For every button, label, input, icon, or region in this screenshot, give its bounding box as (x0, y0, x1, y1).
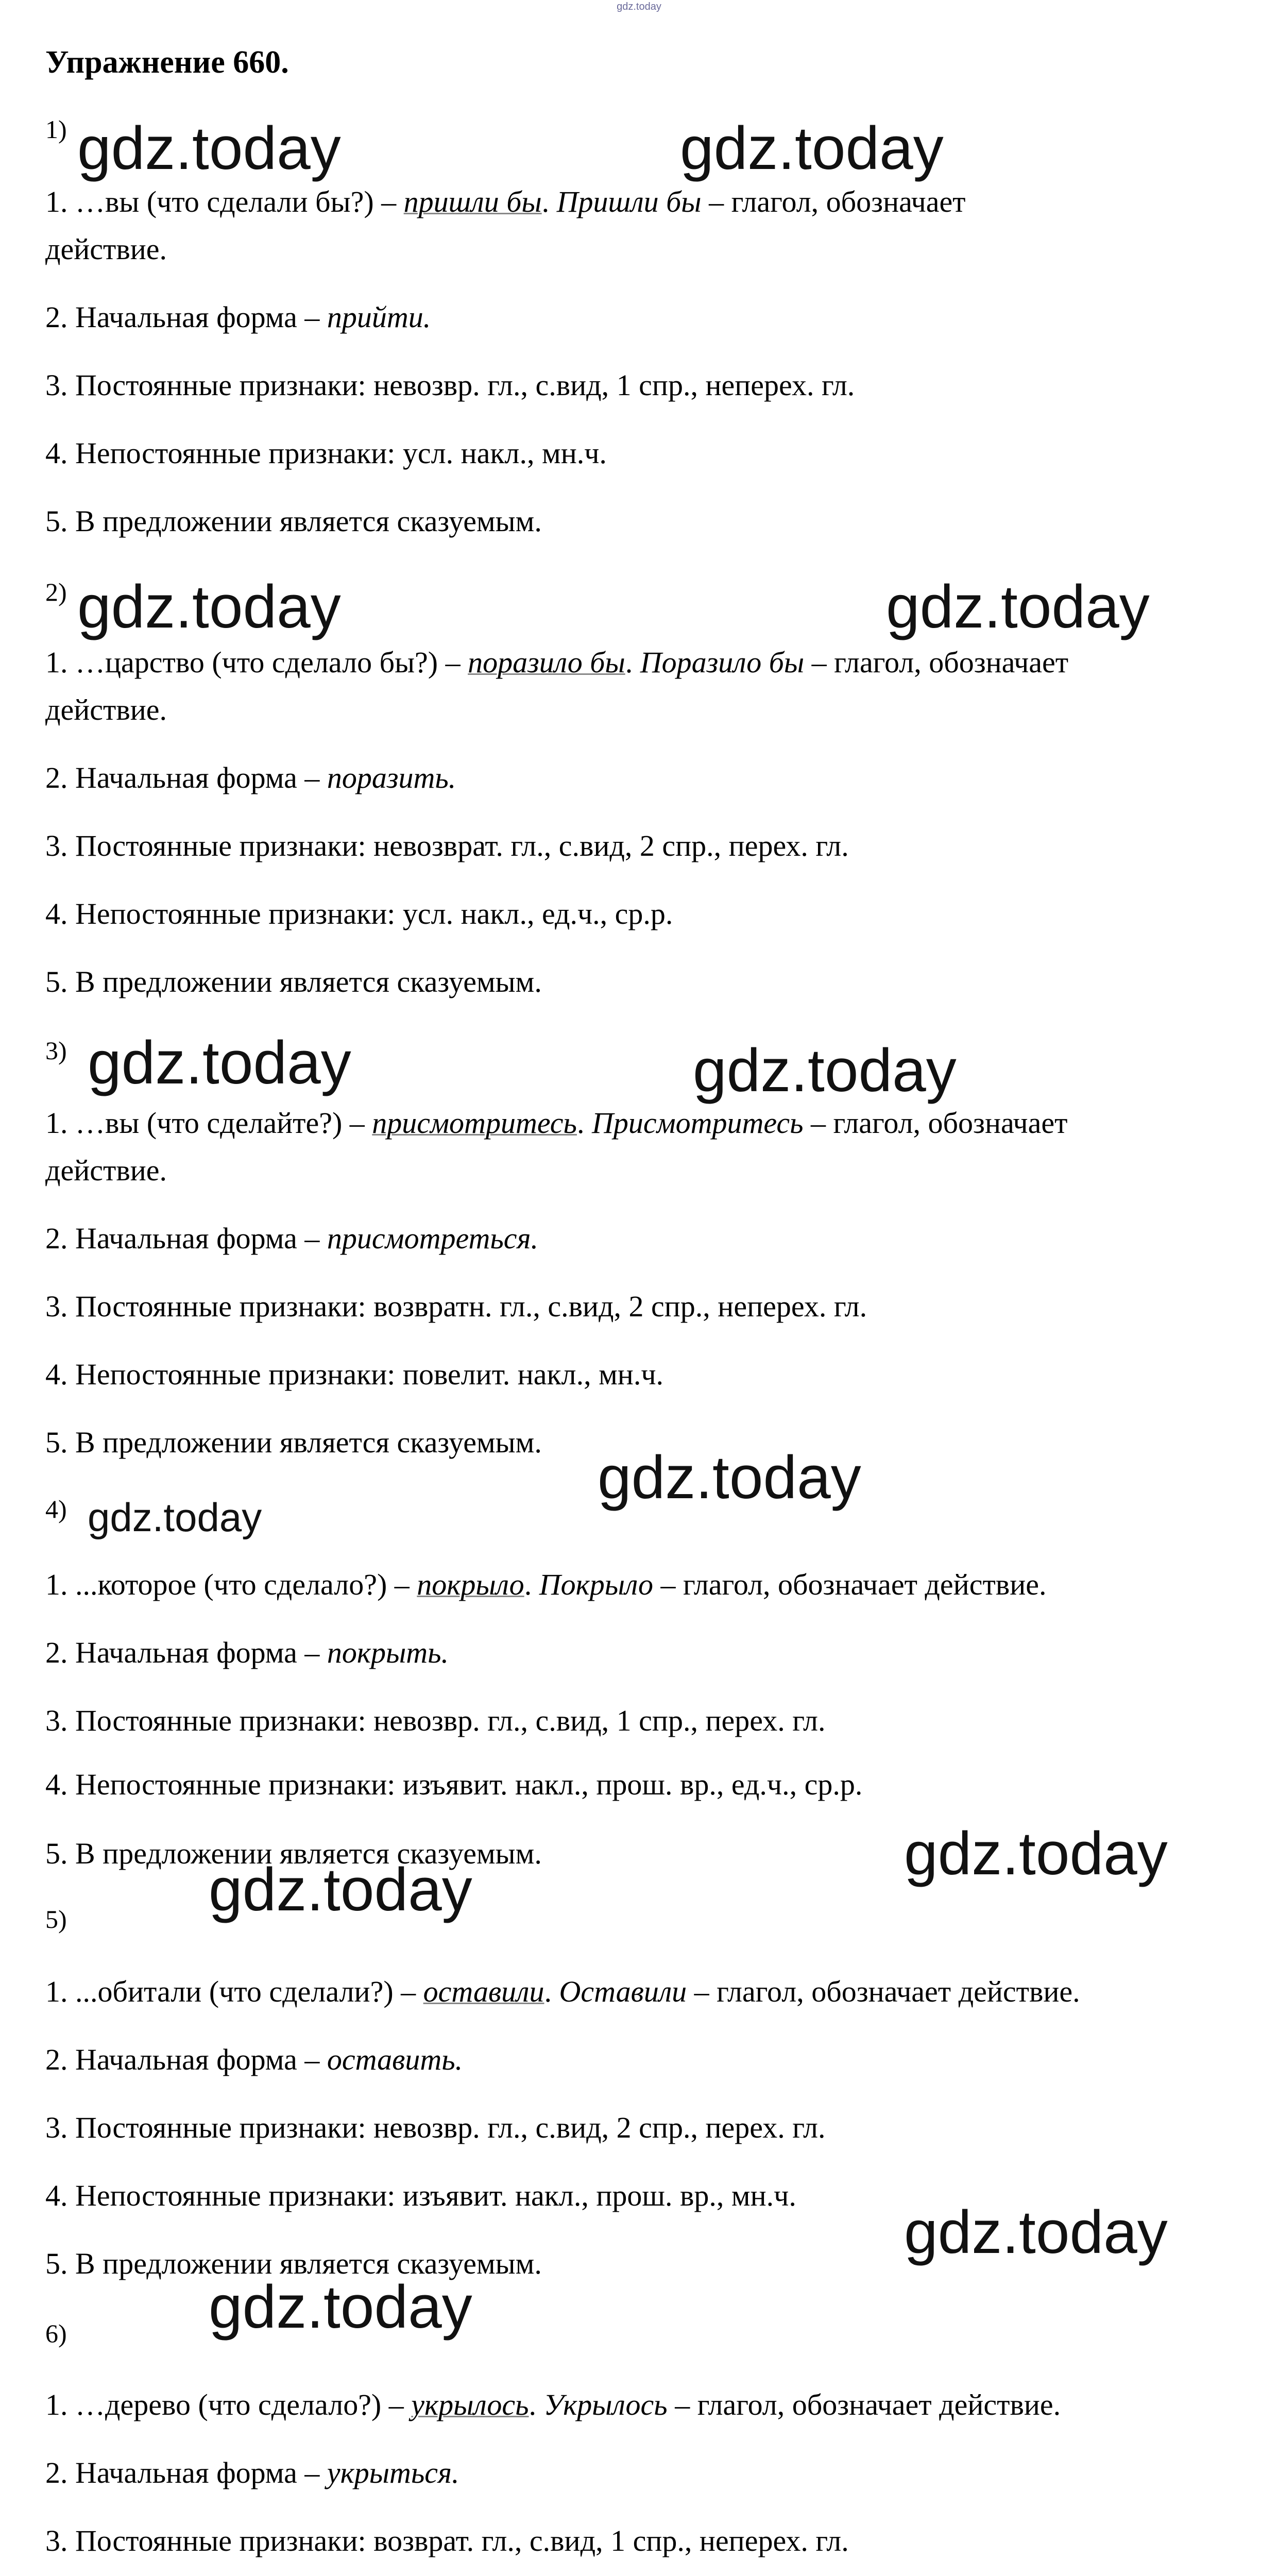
section-line-4: 4. Непостоянные признаки: усл. накл., мн.ч. (45, 436, 607, 470)
section-line-4: 4. Непостоянные признаки: усл. накл., ед.ч., ср.р. (45, 897, 673, 930)
watermark: gdz.today (693, 1037, 957, 1105)
section-line-1: 1. …царство (что сделало бы?) – поразило бы. Поразило бы – глагол, обозначает (45, 646, 1069, 679)
section-line-1: 1. …вы (что сделали бы?) – пришли бы. Пришли бы – глагол, обозначает (45, 185, 966, 218)
section-line-3: 3. Постоянные признаки: возвратн. гл., с.вид, 2 спр., неперех. гл. (45, 1290, 867, 1323)
section-line-2: 2. Начальная форма – оставить. (45, 2043, 463, 2076)
watermark: gdz.today (88, 1495, 262, 1540)
section-line-1b: действие. (45, 1154, 167, 1187)
section-line-5: 5. В предложении является сказуемым. (45, 2247, 542, 2280)
section-line-1: 1. ...которое (что сделало?) – покрыло. Покрыло – глагол, обозначает действие. (45, 1568, 1047, 1601)
section-number: 6) (45, 2319, 67, 2348)
watermark: gdz.today (680, 114, 944, 182)
section-line-1b: действие. (45, 232, 167, 266)
section-line-2: 2. Начальная форма – присмотреться. (45, 1222, 538, 1255)
watermark: gdz.today (88, 1029, 351, 1097)
section-line-1: 1. …вы (что сделайте?) – присмотритесь. Присмотритесь – глагол, обозначает (45, 1106, 1068, 1140)
section-line-4: 4. Непостоянные признаки: изъявит. накл., прош. вр., ед.ч., ср.р. (45, 1768, 863, 1801)
watermark: gdz.today (598, 1444, 861, 1512)
section-line-2: 2. Начальная форма – поразить. (45, 761, 456, 794)
section-line-5: 5. В предложении является сказуемым. (45, 1837, 542, 1870)
section-line-3: 3. Постоянные признаки: возврат. гл., с.вид, 1 спр., неперех. гл. (45, 2524, 849, 2557)
section-line-4: 4. Непостоянные признаки: изъявит. накл., прош. вр., мн.ч. (45, 2179, 796, 2212)
section-line-5: 5. В предложении является сказуемым. (45, 965, 542, 998)
section-line-2: 2. Начальная форма – укрыться. (45, 2456, 459, 2489)
section-line-3: 3. Постоянные признаки: невозвр. гл., с.вид, 2 спр., перех. гл. (45, 2111, 826, 2144)
section-line-2: 2. Начальная форма – прийти. (45, 300, 431, 334)
watermark: gdz.today (904, 2198, 1168, 2266)
watermark: gdz.today (209, 2273, 472, 2341)
section-line-1: 1. ...обитали (что сделали?) – оставили. Оставили – глагол, обозначает действие. (45, 1975, 1080, 2008)
section-line-3: 3. Постоянные признаки: невозвр. гл., с.вид, 1 спр., перех. гл. (45, 1704, 826, 1737)
section-line-1: 1. …дерево (что сделало?) – укрылось. Укрылось – глагол, обозначает действие. (45, 2388, 1061, 2421)
section-line-5: 5. В предложении является сказуемым. (45, 1426, 542, 1459)
section-line-4: 4. Непостоянные признаки: повелит. накл., мн.ч. (45, 1358, 664, 1391)
section-number: 2) (45, 578, 67, 606)
watermark: gdz.today (77, 114, 341, 182)
section-number: 3) (45, 1036, 67, 1065)
watermark: gdz.today (209, 1856, 472, 1924)
watermark: gdz.today (904, 1820, 1168, 1888)
section-line-3: 3. Постоянные признаки: невозвр. гл., с.вид, 1 спр., неперех. гл. (45, 368, 855, 402)
section-number: 5) (45, 1905, 67, 1934)
section-line-3: 3. Постоянные признаки: невозврат. гл., с.вид, 2 спр., перех. гл. (45, 829, 849, 862)
section-line-2: 2. Начальная форма – покрыть. (45, 1636, 449, 1669)
section-line-1b: действие. (45, 693, 167, 726)
page-title: Упражнение 660. (45, 45, 289, 80)
watermark: gdz.today (886, 573, 1150, 641)
section-number: 4) (45, 1495, 67, 1523)
header-watermark: gdz.today (617, 1, 661, 12)
section-number: 1) (45, 115, 67, 144)
section-line-5: 5. В предложении является сказуемым. (45, 504, 542, 538)
watermark: gdz.today (77, 573, 341, 641)
